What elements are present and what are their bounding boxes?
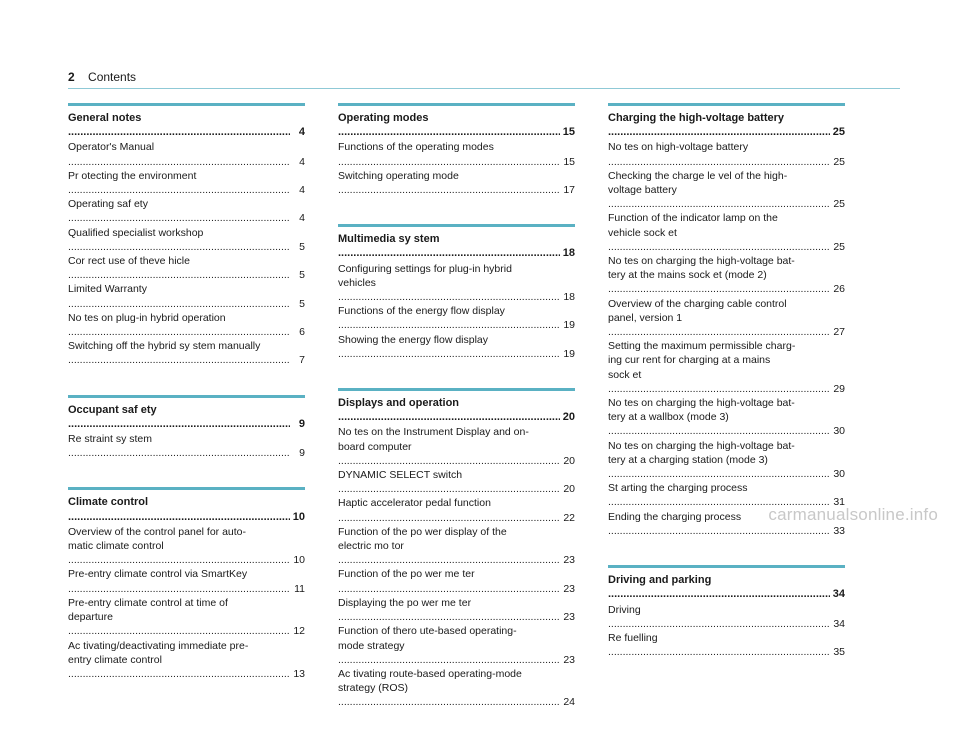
entry-title: Ending the charging process [608, 510, 742, 523]
entry-page: 23 [563, 611, 575, 624]
entry-page: 20 [563, 483, 575, 496]
toc-entry[interactable] [338, 525, 575, 568]
section-title: Multimedia sy stem [338, 233, 440, 246]
toc-entry[interactable] [608, 439, 845, 482]
page-header [68, 70, 136, 84]
toc-entry[interactable] [338, 140, 575, 168]
toc-entry[interactable] [68, 567, 305, 595]
toc-entry[interactable] [608, 254, 845, 297]
entry-page: 35 [833, 646, 845, 659]
section-rule [68, 395, 305, 398]
toc-entry[interactable] [68, 282, 305, 310]
toc-entry[interactable] [338, 169, 575, 197]
toc-entry[interactable] [338, 624, 575, 667]
entry-title: Function of thero ute-based operating- mode strategy [338, 625, 517, 652]
entry-page: 23 [563, 653, 575, 666]
entry-page: 18 [563, 291, 575, 304]
entry-page: 26 [833, 283, 845, 296]
toc-section [68, 487, 305, 681]
entry-title: Overview of the charging cable control panel, version 1 [608, 297, 787, 324]
toc-section [608, 565, 845, 659]
toc-section-heading[interactable] [338, 111, 575, 139]
entry-title: No tes on charging the high-voltage bat‐ tery at a wallbox (mode 3) [608, 397, 795, 424]
entry-page: 23 [563, 582, 575, 595]
section-rule [338, 103, 575, 106]
section-title: Charging the high-voltage battery [608, 112, 785, 124]
entry-title: Operator's Manual [68, 141, 155, 154]
entry-title: Pr otecting the environment [68, 169, 197, 182]
toc-entry[interactable] [68, 169, 305, 197]
toc-section [338, 103, 575, 197]
toc-entry[interactable] [608, 631, 845, 659]
toc-entry[interactable] [338, 667, 575, 710]
section-page: 25 [832, 126, 845, 139]
entry-page: 20 [563, 454, 575, 467]
entry-title: No tes on high-voltage battery [608, 141, 749, 154]
entry-page: 11 [294, 582, 305, 595]
toc-entry[interactable] [68, 254, 305, 282]
entry-page: 5 [299, 269, 305, 282]
toc-entry[interactable] [338, 596, 575, 624]
section-title: Operating modes [338, 112, 429, 124]
toc-entry[interactable] [608, 169, 845, 212]
entry-title: Ac tivating/deactivating immediate pre- entry climate control [68, 639, 249, 666]
toc-section-heading[interactable] [608, 111, 845, 139]
entry-page: 4 [299, 155, 305, 168]
entry-page: 10 [293, 554, 305, 567]
entry-title: Pre-entry climate control at time of departure [68, 596, 228, 624]
section-rule [68, 103, 305, 106]
watermark: carmanualsonline.info [768, 505, 938, 524]
toc-section-heading[interactable] [68, 403, 305, 431]
page-header-title: Contents [88, 70, 137, 84]
entry-title: No tes on charging the high-voltage bat‐ tery at a charging station (mode 3) [608, 439, 795, 466]
entry-page: 27 [833, 326, 845, 339]
section-page: 9 [298, 417, 305, 430]
toc-column [608, 103, 845, 686]
entry-page: 12 [293, 625, 305, 638]
toc-entry[interactable] [68, 226, 305, 254]
toc-entry[interactable] [68, 339, 305, 367]
entry-page: 4 [299, 212, 305, 225]
toc-section [338, 224, 575, 361]
section-rule [68, 487, 305, 490]
entry-page: 19 [563, 319, 575, 332]
toc-section-heading[interactable] [338, 232, 575, 260]
entry-page: 34 [833, 617, 845, 630]
section-title: Driving and parking [608, 574, 712, 587]
section-rule [608, 103, 845, 106]
toc-section [68, 103, 305, 368]
entry-page: 6 [299, 326, 305, 339]
toc-section-heading[interactable] [68, 111, 305, 139]
entry-title: Operating saf ety [68, 198, 148, 211]
toc-entry[interactable] [68, 197, 305, 225]
entry-title: No tes on the Instrument Display and on- board computer [338, 426, 529, 453]
entry-title: St arting the charging process [608, 482, 748, 495]
entry-title: Re fuelling [608, 631, 658, 644]
section-rule [338, 388, 575, 391]
entry-title: Configuring settings for plug-in hybrid vehicles [338, 262, 512, 289]
toc-entry[interactable] [608, 140, 845, 168]
entry-title: Function of the po wer me ter [338, 568, 475, 581]
toc-entry[interactable] [608, 211, 845, 254]
toc-column [68, 103, 305, 708]
section-title: Displays and operation [338, 397, 460, 410]
entry-title: Switching operating mode [338, 169, 459, 182]
section-page: 34 [832, 588, 845, 601]
entry-page: 13 [293, 667, 305, 680]
entry-title: Displaying the po wer me ter [338, 596, 472, 609]
entry-page: 5 [299, 240, 305, 253]
entry-page: 24 [563, 696, 575, 709]
section-page: 15 [562, 126, 575, 139]
toc-entry[interactable] [338, 496, 575, 524]
toc-entry[interactable] [68, 432, 305, 460]
entry-title: Showing the energy flow display [338, 333, 489, 346]
entry-title: No tes on charging the high-voltage bat‐ tery at the mains sock et (mode 2) [608, 255, 795, 282]
entry-title: Ac tivating route-based operating-mode strategy (ROS) [338, 667, 522, 695]
section-page: 4 [298, 126, 305, 139]
entry-page: 7 [299, 354, 305, 367]
toc-entry[interactable] [608, 339, 845, 396]
entry-title: No tes on plug-in hybrid operation [68, 311, 226, 324]
entry-title: DYNAMIC SELECT switch [338, 469, 463, 482]
toc-entry[interactable] [68, 311, 305, 339]
section-page: 10 [292, 510, 305, 523]
entry-page: 25 [833, 155, 845, 168]
entry-page: 23 [563, 554, 575, 567]
entry-page: 30 [833, 468, 845, 481]
toc-entry[interactable] [608, 603, 845, 631]
toc-entry[interactable] [338, 262, 575, 305]
section-rule [338, 224, 575, 227]
entry-page: 22 [563, 511, 575, 524]
toc-section-heading[interactable] [338, 396, 575, 424]
entry-page: 31 [833, 496, 845, 509]
entry-title: Re straint sy stem [68, 433, 153, 446]
toc-entry[interactable] [68, 639, 305, 682]
section-page: 18 [562, 247, 575, 260]
section-rule [608, 565, 845, 568]
entry-title: Function of the indicator lamp on the vehicle sock et [608, 212, 778, 239]
entry-page: 15 [563, 155, 575, 168]
toc-entry[interactable] [338, 333, 575, 361]
entry-page: 17 [563, 184, 575, 197]
toc-entry[interactable] [338, 567, 575, 595]
entry-title: Haptic accelerator pedal function [338, 497, 491, 510]
entry-page: 5 [299, 297, 305, 310]
section-title: General notes [68, 112, 142, 124]
section-title: Climate control [68, 496, 149, 509]
entry-page: 25 [833, 240, 845, 253]
entry-title: Setting the maximum permissible charg‐ ing cur rent for charging at a mains sock et [608, 340, 796, 381]
entry-page: 9 [299, 447, 305, 460]
page-number: 2 [68, 70, 75, 84]
toc-entry[interactable] [608, 396, 845, 439]
section-page: 20 [562, 411, 575, 424]
toc-entry[interactable] [608, 297, 845, 340]
entry-title: Pre-entry climate control via SmartKey [68, 568, 248, 581]
entry-page: 30 [833, 425, 845, 438]
entry-title: Overview of the control panel for auto‐ matic climate control [68, 525, 247, 553]
toc-entry[interactable] [68, 140, 305, 168]
entry-title: Limited Warranty [68, 283, 147, 296]
entry-title: Functions of the operating modes [338, 141, 494, 154]
entry-title: Qualified specialist workshop [68, 226, 204, 239]
toc-entry[interactable] [338, 304, 575, 332]
section-title: Occupant saf ety [68, 403, 157, 416]
toc-section [608, 103, 845, 538]
entry-title: Checking the charge le vel of the high- voltage battery [608, 169, 788, 197]
entry-page: 25 [833, 198, 845, 211]
toc-section-heading[interactable] [608, 573, 845, 601]
entry-title: Cor rect use of theve hicle [68, 255, 190, 268]
entry-title: Driving [608, 603, 641, 616]
toc-column [338, 103, 575, 737]
entry-page: 4 [299, 184, 305, 197]
toc-entry[interactable] [68, 596, 305, 639]
toc-entry[interactable] [338, 468, 575, 496]
entry-title: Switching off the hybrid sy stem manually [68, 340, 261, 353]
entry-title: Function of the po wer display of the electric mo tor [338, 525, 507, 553]
entry-title: Functions of the energy flow display [338, 305, 505, 318]
header-rule [68, 88, 900, 89]
entry-page: 19 [563, 347, 575, 360]
entry-page: 33 [833, 524, 845, 537]
toc-entry[interactable] [68, 525, 305, 568]
entry-page: 29 [833, 382, 845, 395]
toc-section [68, 395, 305, 461]
toc-section [338, 388, 575, 709]
toc-section-heading[interactable] [68, 495, 305, 523]
toc-entry[interactable] [338, 425, 575, 468]
